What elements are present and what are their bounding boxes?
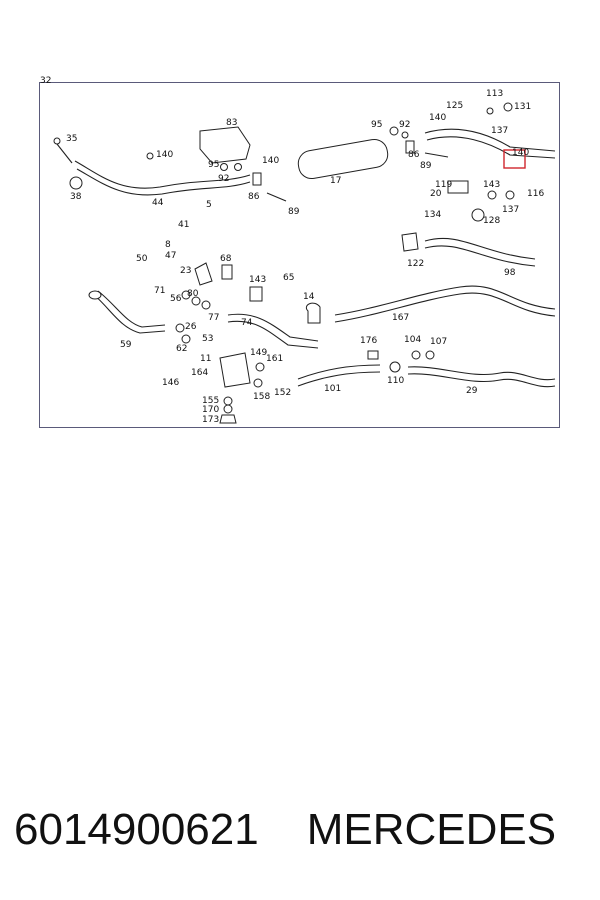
part-label-44: 44 [152,198,164,208]
part-label-122: 122 [407,259,425,269]
parts-diagram [39,76,560,428]
part-label-20: 20 [430,189,442,199]
bolt-35 [54,138,60,144]
part-label-92: 92 [218,174,230,184]
part-label-140: 140 [429,113,447,123]
part-label-167: 167 [392,313,410,323]
part-label-137: 137 [491,126,509,136]
exhaust-system-diagram [40,76,561,429]
part-label-89: 89 [420,161,432,171]
bracket-83 [200,127,250,163]
part-label-164: 164 [191,368,209,378]
caption [14,800,594,860]
part-label-137: 137 [502,205,520,215]
part-label-71: 71 [154,286,166,296]
part-label-161: 161 [266,354,284,364]
part-label-83: 83 [226,118,238,128]
part-label-104: 104 [404,335,422,345]
part-label-128: 128 [483,216,501,226]
part-number: 6014900621 [14,805,259,854]
part-label-86: 86 [248,192,260,202]
part-label-101: 101 [324,384,342,394]
part-label-173: 173 [202,415,220,425]
part-label-38: 38 [70,192,82,202]
muffler-17 [296,137,389,180]
part-label-35: 35 [66,134,78,144]
part-label-11: 11 [200,354,212,364]
part-label-116: 116 [527,189,545,199]
part-label-5: 5 [206,200,212,210]
part-label-143: 143 [483,180,501,190]
part-label-41: 41 [178,220,190,230]
part-label-80: 80 [187,289,199,299]
part-label-50: 50 [136,254,148,264]
pipe-20 [425,129,555,151]
pipe-11 [92,293,165,333]
part-label-125: 125 [446,101,464,111]
part-label-89: 89 [288,207,300,217]
part-label-62: 62 [176,344,188,354]
part-label-23: 23 [180,266,192,276]
part-label-86: 86 [408,150,420,160]
part-label-113: 113 [486,89,504,99]
part-label-107: 107 [430,337,448,347]
part-label-134: 134 [424,210,442,220]
part-label-47: 47 [165,251,177,261]
part-label-140: 140 [156,150,174,160]
part-label-110: 110 [387,376,405,386]
part-label-152: 152 [274,388,292,398]
part-label-119: 119 [435,180,453,190]
part-label-74: 74 [241,318,253,328]
part-label-140: 140 [262,156,280,166]
part-label-149: 149 [250,348,268,358]
part-label-158: 158 [253,392,271,402]
part-label-95: 95 [371,120,383,130]
part-label-143: 143 [249,275,267,285]
part-label-155: 155 [202,396,220,406]
part-label-53: 53 [202,334,214,344]
part-label-29: 29 [466,386,478,396]
pipe-26 [335,286,555,315]
part-label-131: 131 [514,102,532,112]
part-label-176: 176 [360,336,378,346]
part-label-77: 77 [208,313,220,323]
part-label-14: 14 [303,292,315,302]
pipe-23 [425,238,535,259]
part-label-170: 170 [202,405,220,415]
part-label-56: 56 [170,294,182,304]
part-label-17: 17 [330,176,342,186]
flange-38 [70,177,82,189]
pipe-32 [408,367,555,380]
part-label-59: 59 [120,340,132,350]
part-label-140: 140 [512,148,530,158]
part-label-68: 68 [220,254,232,264]
part-label-95: 95 [208,160,220,170]
part-label-65: 65 [283,273,295,283]
part-label-8: 8 [165,240,171,250]
brand-name: MERCEDES [306,805,557,854]
part-label-98: 98 [504,268,516,278]
part-label-26: 26 [185,322,197,332]
part-label-146: 146 [162,378,180,388]
part-label-92: 92 [399,120,411,130]
part-label-32: 32 [40,76,52,86]
